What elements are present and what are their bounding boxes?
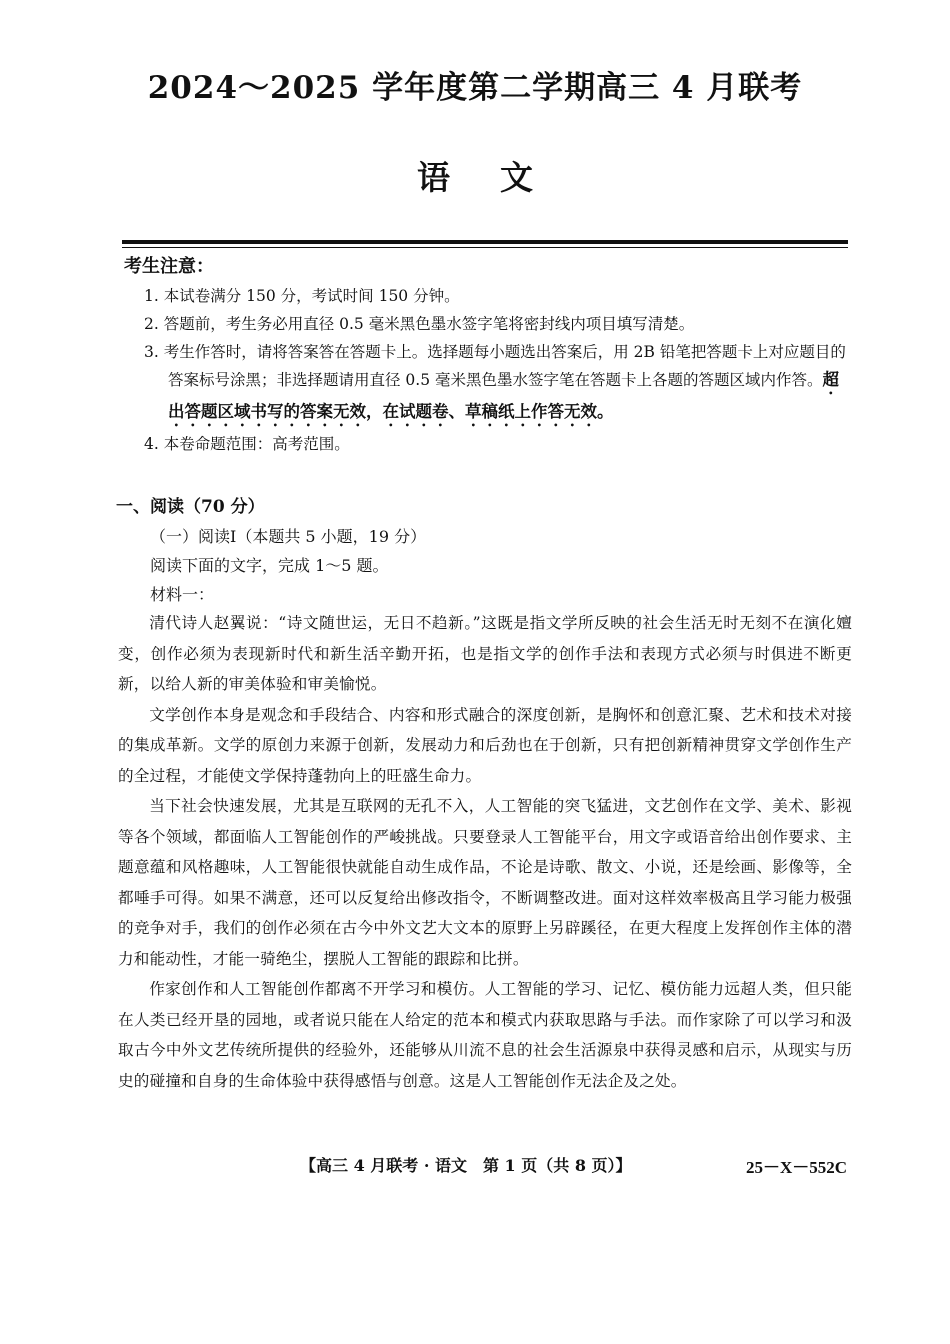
- footer-page-info: 【高三 4 月联考 · 语文 第 1 页（共 8 页）】: [300, 1156, 632, 1175]
- notice-item: [124, 310, 852, 338]
- passage-paragraph: 清代诗人赵翼说：“诗文随世运，无日不趋新。”这既是指文学所反映的社会生活无时无刻不在演化嬗变，创作必须为表现新时代和新生活辛勤开拓，也是指文学的创作手法和表现方式必须与时俱进不断更新，以给人新的审美体验和审美愉悦。: [118, 614, 852, 693]
- header-rule-thin: [122, 247, 848, 248]
- subject-title: 语文: [417, 158, 583, 197]
- candidate-notice: [124, 252, 852, 458]
- reading-passage: [118, 608, 852, 1096]
- footer-code: 25－X－552C: [746, 1158, 848, 1177]
- notice-item-text: 2. 答题前，考生务必用直径 0.5 毫米黑色墨水签字笔将密封线内项目填写清楚。: [144, 315, 695, 333]
- notice-item-text: 3. 考生作答时，请将答案答在答题卡上。选择题每小题选出答案后，用 2B 铅笔把答题卡上对应题目的答案标号涂黑；非选择题请用直径 0.5 毫米黑色墨水签字笔在答题卡上各题的答题区域内作答。: [144, 343, 846, 389]
- notice-item: [124, 338, 852, 430]
- exam-title: 2024～2025 学年度第二学期高三 4 月联考: [147, 70, 803, 106]
- notice-emphasis: 超出答题区域书写的答案无效，在试题卷、草稿纸上作答无效。: [168, 370, 840, 421]
- reading-section-header: [116, 492, 852, 609]
- passage-paragraph: 文学创作本身是观念和手段结合、内容和形式融合的深度创新，是胸怀和创意汇聚、艺术和技术对接的集成革新。文学的原创力来源于创新，发展动力和后劲也在于创新，只有把创新精神贯穿文学创作生产的全过程，才能使文学保持蓬勃向上的旺盛生命力。: [118, 705, 852, 785]
- notice-heading: 考生注意：: [124, 256, 214, 277]
- passage-paragraph: 作家创作和人工智能创作都离不开学习和模仿。人工智能的学习、记忆、模仿能力远超人类，但只能在人类已经开垦的园地，或者说只能在人给定的范本和模式内获取思路与手法。而作家除了可以学习和汲取古今中外文艺传统所提供的经验外，还能够从川流不息的社会生活源泉中获得灵感和启示，从现实与历史的碰撞和自身的生命体验中获得感悟与创意。这是人工智能创作无法企及之处。: [118, 980, 852, 1090]
- material-label: 材料一：: [150, 585, 215, 604]
- section-heading: 一、阅读（70 分）: [116, 497, 265, 517]
- part-heading: （一）阅读Ⅰ（本题共 5 小题，19 分）: [150, 527, 427, 546]
- notice-item: 4. 本卷命题范围：高考范围。: [144, 435, 350, 453]
- instruction: 阅读下面的文字，完成 1～5 题。: [150, 556, 389, 575]
- header-rule-thick: [122, 240, 848, 244]
- passage-paragraph: 当下社会快速发展，尤其是互联网的无孔不入，人工智能的突飞猛进，文艺创作在文学、美术、影视等各个领域，都面临人工智能创作的严峻挑战。只要登录人工智能平台，用文字或语音给出创作要求、主题意蕴和风格趣味，人工智能很快就能自动生成作品，不论是诗歌、散文、小说，还是绘画、影像等，全都唾手可得。如果不满意，还可以反复给出修改指令，不断调整改进。面对这样效率极高且学习能力极强的竞争对手，我们的创作必须在古今中外文艺大文本的原野上另辟蹊径，在更大程度上发挥创作主体的潜力和能动性，才能一骑绝尘，摆脱人工智能的跟踪和比拼。: [118, 797, 852, 968]
- notice-item: 1. 本试卷满分 150 分，考试时间 150 分钟。: [144, 287, 460, 305]
